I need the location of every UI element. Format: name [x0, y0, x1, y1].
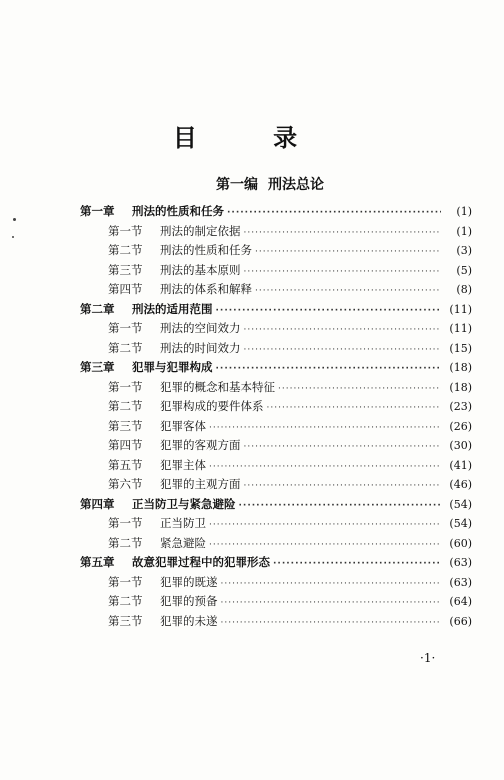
- toc-section-entry[interactable]: [80, 574, 472, 594]
- scan-speck: [12, 236, 14, 238]
- entry-title: 刑法的制定依据: [160, 223, 241, 238]
- entry-title: 刑法的基本原则: [160, 262, 241, 277]
- dot-leader: [209, 423, 441, 433]
- entry-number: 第四节: [108, 438, 143, 452]
- entry-number: 第六节: [108, 477, 143, 491]
- entry-page: (54): [449, 497, 472, 511]
- entry-number: 第三节: [108, 262, 143, 277]
- entry-page: (54): [449, 517, 472, 530]
- dot-leader: [255, 247, 441, 257]
- toc-section-entry[interactable]: [80, 379, 472, 399]
- toc-section-entry[interactable]: [80, 242, 472, 262]
- entry-page: (26): [449, 419, 472, 433]
- toc-section-entry[interactable]: [80, 320, 472, 340]
- entry-page: (30): [449, 439, 472, 452]
- entry-number: 第二节: [108, 340, 143, 355]
- entry-number: 第二节: [108, 243, 143, 257]
- entry-page: (11): [449, 302, 472, 316]
- entry-number: 第一章: [80, 204, 115, 218]
- entry-title: 刑法的体系和解释: [160, 282, 252, 296]
- toc-chapter-entry[interactable]: [80, 496, 472, 516]
- entry-page: (1): [456, 224, 472, 238]
- entry-page: (15): [449, 341, 472, 355]
- entry-page: (64): [449, 595, 472, 608]
- toc-section-entry[interactable]: [80, 398, 472, 418]
- entry-title: 犯罪的既遂: [160, 574, 218, 589]
- entry-number: 第二节: [108, 535, 143, 550]
- entry-page: (63): [449, 575, 472, 589]
- entry-number: 第三节: [108, 418, 143, 433]
- toc-chapter-entry[interactable]: [80, 359, 472, 379]
- dot-leader: [216, 306, 442, 316]
- entry-number: 第五章: [80, 555, 115, 569]
- dot-leader: [209, 462, 441, 472]
- entry-number: 第一节: [108, 379, 143, 394]
- dot-leader: [244, 442, 442, 452]
- dot-leader: [244, 481, 442, 491]
- dot-leader: [216, 364, 442, 374]
- entry-number: 第三章: [80, 360, 115, 374]
- entry-title: 犯罪与犯罪构成: [132, 360, 213, 374]
- toc-section-entry[interactable]: [80, 535, 472, 555]
- entry-title: 犯罪构成的要件体系: [160, 399, 264, 413]
- dot-leader: [221, 579, 442, 589]
- entry-page: (8): [456, 283, 472, 296]
- toc-section-entry[interactable]: [80, 262, 472, 282]
- entry-title: 犯罪的客观方面: [160, 438, 241, 452]
- toc-chapter-entry[interactable]: [80, 203, 472, 223]
- dot-leader: [209, 540, 441, 550]
- entry-number: 第二节: [108, 594, 143, 608]
- entry-title: 刑法的性质和任务: [160, 243, 252, 257]
- entry-title: 犯罪客体: [160, 418, 206, 433]
- toc-section-entry[interactable]: [80, 515, 472, 535]
- entry-number: 第四节: [108, 282, 143, 296]
- entry-page: (3): [456, 244, 472, 257]
- dot-leader: [221, 618, 442, 628]
- entry-number: 第二章: [80, 301, 115, 316]
- page-title: 目 录: [172, 124, 332, 152]
- part-name: 刑法总论: [268, 177, 324, 193]
- entry-title: 正当防卫与紧急避险: [132, 496, 236, 511]
- toc-chapter-entry[interactable]: [80, 554, 472, 574]
- part-heading: [0, 174, 504, 194]
- entry-page: (41): [449, 458, 472, 472]
- part-number: 第一编: [216, 177, 258, 193]
- entry-title: 犯罪主体: [160, 457, 206, 472]
- dot-leader: [244, 228, 442, 238]
- toc-section-entry[interactable]: [80, 457, 472, 477]
- entry-title: 正当防卫: [160, 516, 206, 530]
- toc-section-entry[interactable]: [80, 418, 472, 438]
- dot-leader: [255, 286, 441, 296]
- entry-title: 故意犯罪过程中的犯罪形态: [132, 555, 270, 569]
- dot-leader: [278, 384, 441, 394]
- entry-title: 刑法的性质和任务: [132, 204, 224, 218]
- table-of-contents: [80, 203, 472, 632]
- toc-section-entry[interactable]: [80, 223, 472, 243]
- page-number: ·1·: [420, 651, 436, 665]
- toc-section-entry[interactable]: [80, 437, 472, 457]
- entry-page: (18): [449, 361, 472, 374]
- entry-number: 第三节: [108, 613, 143, 628]
- entry-page: (46): [449, 478, 472, 491]
- entry-title: 犯罪的概念和基本特征: [160, 379, 275, 394]
- dot-leader: [244, 345, 442, 355]
- entry-number: 第一节: [108, 321, 143, 335]
- toc-section-entry[interactable]: [80, 340, 472, 360]
- entry-number: 第四章: [80, 496, 115, 511]
- toc-section-entry[interactable]: [80, 593, 472, 613]
- entry-title: 刑法的适用范围: [132, 301, 213, 316]
- dot-leader: [273, 559, 441, 569]
- toc-section-entry[interactable]: [80, 476, 472, 496]
- entry-number: 第一节: [108, 223, 143, 238]
- entry-number: 第五节: [108, 457, 143, 472]
- entry-page: (63): [449, 556, 472, 569]
- dot-leader: [239, 501, 442, 511]
- toc-section-entry[interactable]: [80, 613, 472, 633]
- scan-speck: [13, 218, 16, 221]
- dot-leader: [267, 403, 442, 413]
- entry-page: (23): [449, 400, 472, 413]
- entry-title: 犯罪的未遂: [160, 613, 218, 628]
- entry-number: 第二节: [108, 399, 143, 413]
- dot-leader: [209, 520, 441, 530]
- entry-page: (5): [456, 263, 472, 277]
- entry-page: (60): [449, 536, 472, 550]
- entry-title: 紧急避险: [160, 535, 206, 550]
- toc-section-entry[interactable]: [80, 281, 472, 301]
- entry-page: (1): [456, 205, 472, 218]
- entry-title: 犯罪的主观方面: [160, 477, 241, 491]
- toc-chapter-entry[interactable]: [80, 301, 472, 321]
- dot-leader: [244, 267, 442, 277]
- entry-title: 犯罪的预备: [160, 594, 218, 608]
- entry-page: (66): [449, 614, 472, 628]
- entry-page: (18): [449, 380, 472, 394]
- entry-title: 刑法的时间效力: [160, 340, 241, 355]
- dot-leader: [244, 325, 442, 335]
- entry-page: (11): [449, 322, 472, 335]
- entry-title: 刑法的空间效力: [160, 321, 241, 335]
- entry-number: 第一节: [108, 574, 143, 589]
- dot-leader: [221, 598, 442, 608]
- dot-leader: [227, 208, 441, 218]
- entry-number: 第一节: [108, 516, 143, 530]
